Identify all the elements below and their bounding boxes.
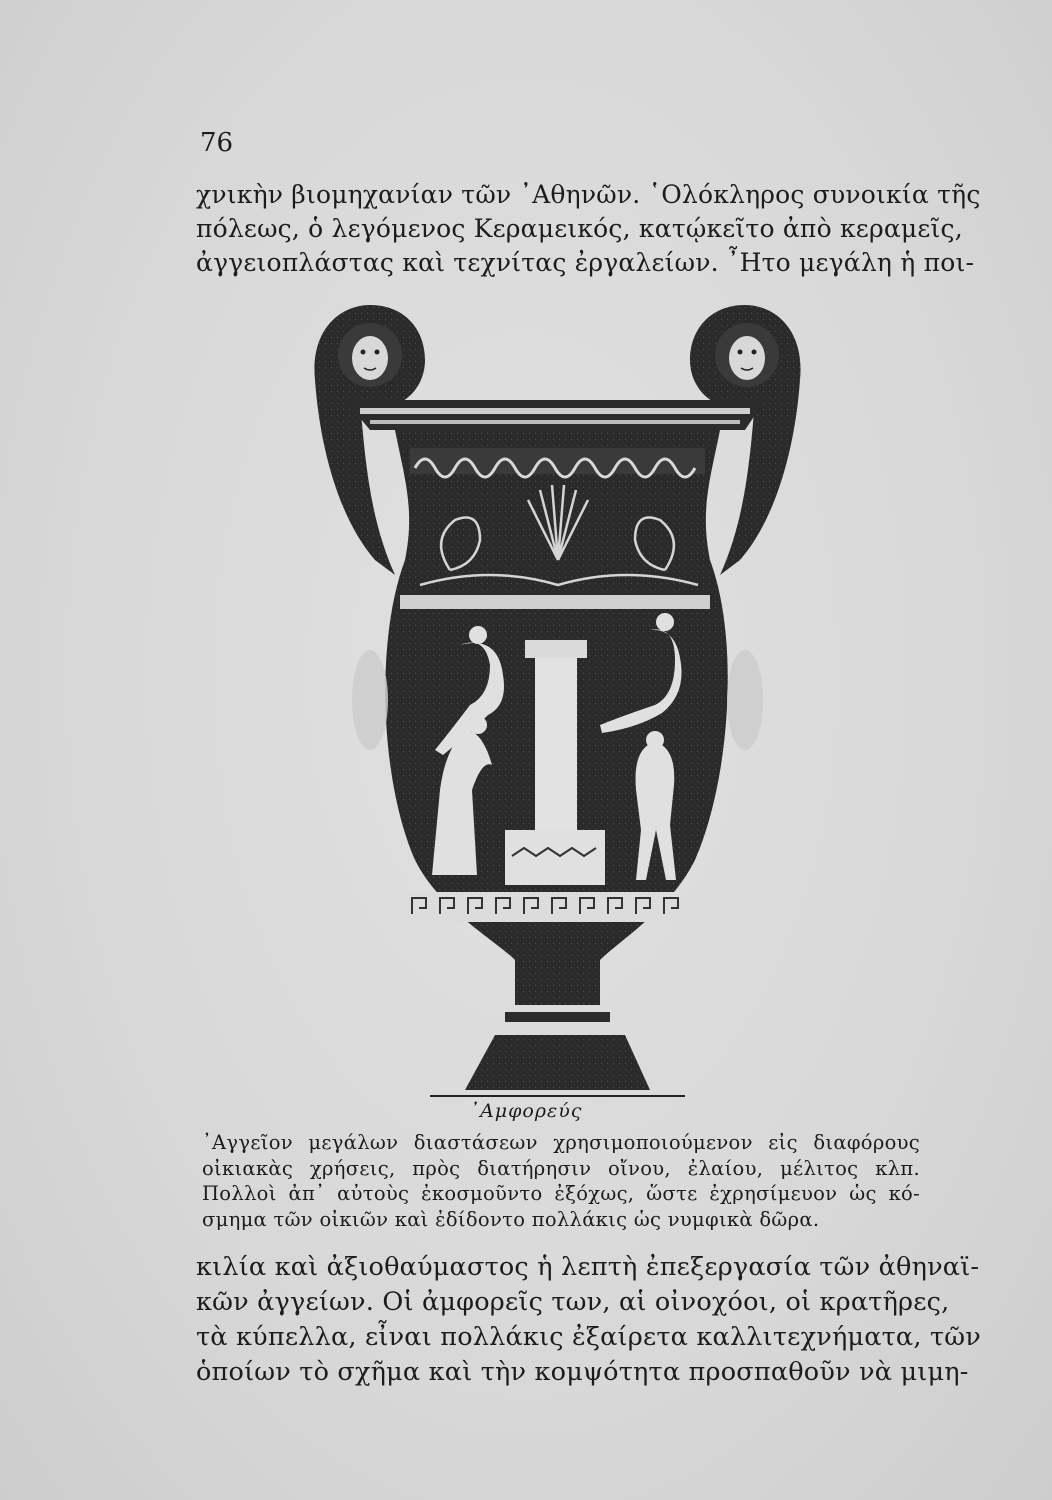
figure-caption bbox=[202, 1130, 920, 1232]
vase-foot bbox=[465, 1035, 650, 1090]
text-line: ὁποίων τὸ σχῆμα καὶ τὴν κομψότητα προσπαθοῦν νὰ μιμη- bbox=[196, 1357, 969, 1387]
text-line: ἀγγειοπλάστας καὶ τεχνίτας ἐργαλείων. ῏Ητο μεγάλη ἡ ποι- bbox=[196, 248, 975, 277]
text-line: πόλεως, ὁ λεγόμενος Κεραμεικός, κατῴκεῖτο ἀπὸ κεραμεῖς, bbox=[196, 214, 963, 243]
outro-paragraph bbox=[196, 1250, 981, 1390]
text-line: τὰ κύπελλα, εἶναι πολλάκις ἐξαίρετα καλλιτεχνήματα, τῶν bbox=[196, 1322, 981, 1352]
caption-line: σμημα τῶν οἰκιῶν καὶ ἐδίδοντο πολλάκις ὡς νυμφικὰ δῶρα. bbox=[202, 1207, 820, 1231]
caption-line: ᾿Αγγεῖον μεγάλων διαστάσεων χρησιμοποιούμενον εἰς διαφόρους bbox=[202, 1131, 920, 1154]
amphora-illustration bbox=[300, 300, 820, 1100]
vase-stem bbox=[515, 960, 600, 1005]
central-stele bbox=[535, 655, 577, 835]
intro-paragraph bbox=[196, 178, 981, 280]
right-medusa-mask bbox=[715, 323, 779, 387]
caption-line: οἰκιακὰς χρήσεις, πρὸς διατήρησιν οἴνου, ἐλαίου, μέλιτος κλπ. bbox=[202, 1156, 920, 1180]
left-medusa-mask bbox=[338, 323, 402, 387]
caption-line: Πολλοὶ ἀπ᾿ αὐτοὺς ἐκοσμοῦντο ἐξόχως, ὥστε ἐχρησίμευον ὡς κό- bbox=[202, 1182, 920, 1205]
text-line: κῶν ἀγγείων. Οἱ ἀμφορεῖς των, αἱ οἰνοχόοι, οἱ κρατῆρες, bbox=[196, 1287, 950, 1317]
vase-rim bbox=[345, 400, 765, 430]
amphora-drawing bbox=[300, 300, 820, 1100]
text-line: χνικὴν βιομηχανίαν τῶν ᾿Αθηνῶν. ῾Ολόκληρος συνοικία τῆς bbox=[196, 180, 981, 209]
text-line: κιλία καὶ ἀξιοθαύμαστος ἡ λεπτὴ ἐπεξεργασία τῶν ἀθηναϊ- bbox=[196, 1252, 980, 1282]
page-number: 76 bbox=[200, 128, 234, 158]
figure-caption-title: ᾿Αμφορεύς bbox=[469, 1100, 583, 1122]
